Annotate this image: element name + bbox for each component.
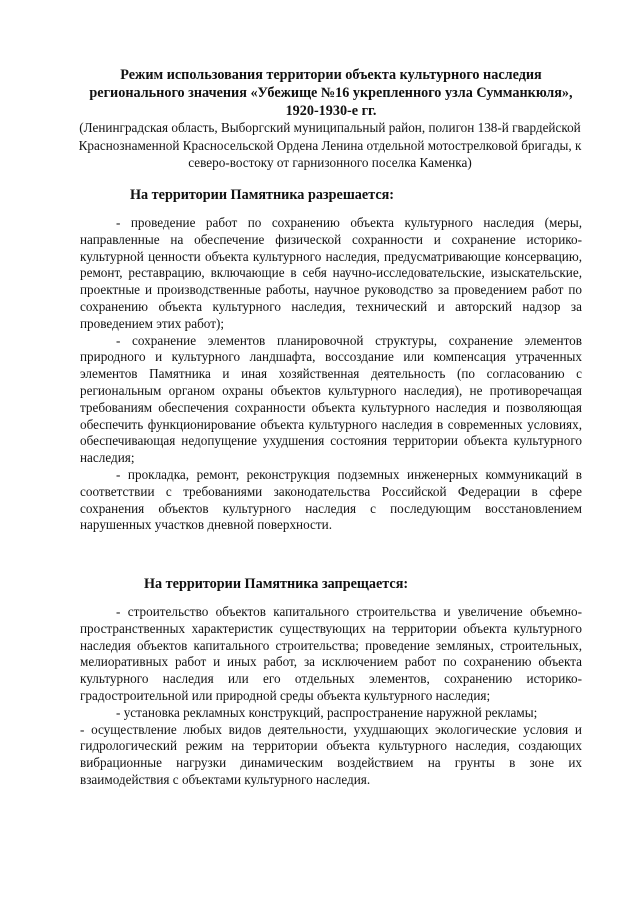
document-subtitle: (Ленинградская область, Выборгский муниципальный район, полигон 138-й гвардейской Краснознаменной Красносельской Ордена Ленина отдельной мотострелковой бригады, к северо-востоку от гарнизонного поселка Каменка)	[78, 120, 582, 170]
allowed-heading: На территории Памятника разрешается:	[130, 187, 395, 203]
forbidden-section	[80, 604, 582, 789]
forbidden-item: - строительство объектов капитального строительства и увеличение объемно-пространственных характеристик существующих на территории объекта культурного наследия объектов капитального строительства; проведение земляных, строительных, мелиоративных работ и иных работ, за исключением работ по сохранению объекта культурного наследия или его отдельных элементов, сохранению историко-градостроительной или природной среды объекта культурного наследия;	[80, 604, 582, 703]
forbidden-item: - осуществление любых видов деятельности, ухудшающих экологические условия и гидрологический режим на территории объекта культурного наследия, создающих вибрационные нагрузки динамическим воздействием на грунты в зоне их взаимодействия с объектами культурного наследия.	[80, 721, 582, 787]
allowed-section	[80, 215, 582, 534]
allowed-item: - проведение работ по сохранению объекта культурного наследия (меры, направленные на обеспечение физической сохранности и сохранение историко-культурной ценности объекта культурного наследия, предусматривающие консервацию, ремонт, реставрацию, включающие в себя научно-исследовательские, изыскательские, проектные и производственные работы, научное руководство за проведением работ по сохранению объекта культурного наследия, технический и авторский надзор за проведением этих работ);	[80, 215, 582, 331]
document-title: Режим использования территории объекта культурного наследия регионального значения «Убежище №16 укрепленного узла Сумманкюля», 1920-1930-е гг.	[89, 67, 573, 119]
allowed-item: - сохранение элементов планировочной структуры, сохранение элементов природного и культурного ландшафта, воссоздание или компенсация утраченных элементов Памятника и иная хозяйственная деятельность (по согласованию с региональным органом охраны объектов культурного наследия), не противоречащая требованиям обеспечения сохранности объекта культурного наследия и позволяющая обеспечить функционирование объекта культурного наследия в современных условиях, обеспечивающая недопущение ухудшения состояния территории объекта культурного наследия;	[80, 332, 582, 466]
allowed-item: - прокладка, ремонт, реконструкция подземных инженерных коммуникаций в соответствии с требованиями законодательства Российской Федерации в сфере сохранения объектов культурного наследия с последующим восстановлением нарушенных участков дневной поверхности.	[80, 466, 582, 533]
forbidden-item: - установка рекламных конструкций, распространение наружной рекламы;	[116, 704, 538, 720]
forbidden-heading: На территории Памятника запрещается:	[144, 576, 409, 592]
